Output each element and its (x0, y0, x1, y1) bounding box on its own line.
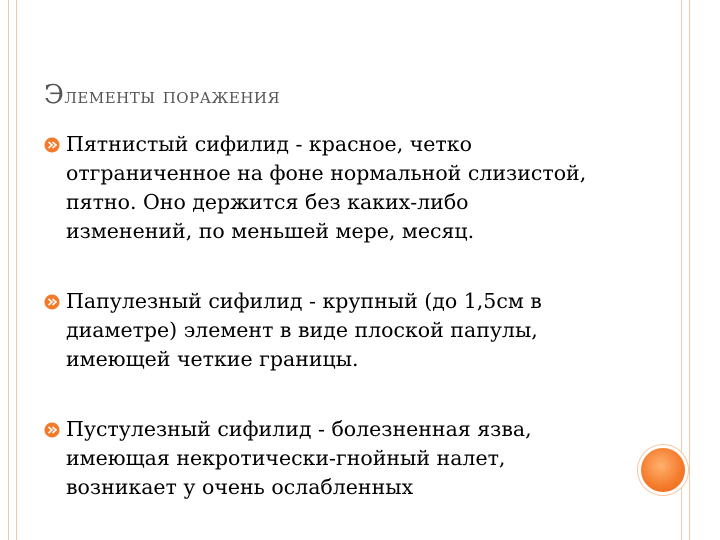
bullet-icon (44, 294, 60, 310)
list-item-text (66, 130, 626, 246)
bullet-icon (44, 137, 60, 153)
list-item-line: возникает у очень ослабленных (66, 475, 414, 499)
list-item-line: пятно. Оно держится без каких-либо (66, 190, 469, 214)
list-item-line: диаметре) элемент в виде плоской папулы, (66, 318, 538, 342)
list-item-line: Пятнистый сифилид - красное, четко (66, 132, 472, 156)
list-item-line: Папулезный сифилид - крупный (до 1,5см в (66, 289, 542, 313)
list-item-line: имеющей четкие границы. (66, 347, 359, 371)
list-item-line: Пустулезный сифилид - болезненная язва, (66, 417, 532, 441)
list-item-text (66, 415, 626, 502)
slide-title-rest: лементы поражения (64, 84, 281, 108)
list-item-line: отграниченное на фоне нормальной слизистой, (66, 161, 587, 185)
slide-title-initial: Э (44, 80, 65, 110)
slide-title (44, 80, 280, 110)
list-item-line: имеющая некротически-гнойный налет, (66, 446, 506, 470)
decorative-orb-icon (641, 448, 685, 492)
list-item-text (66, 287, 626, 374)
bullet-icon (44, 422, 60, 438)
list-item-line: изменений, по меньшей мере, месяц. (66, 219, 475, 243)
